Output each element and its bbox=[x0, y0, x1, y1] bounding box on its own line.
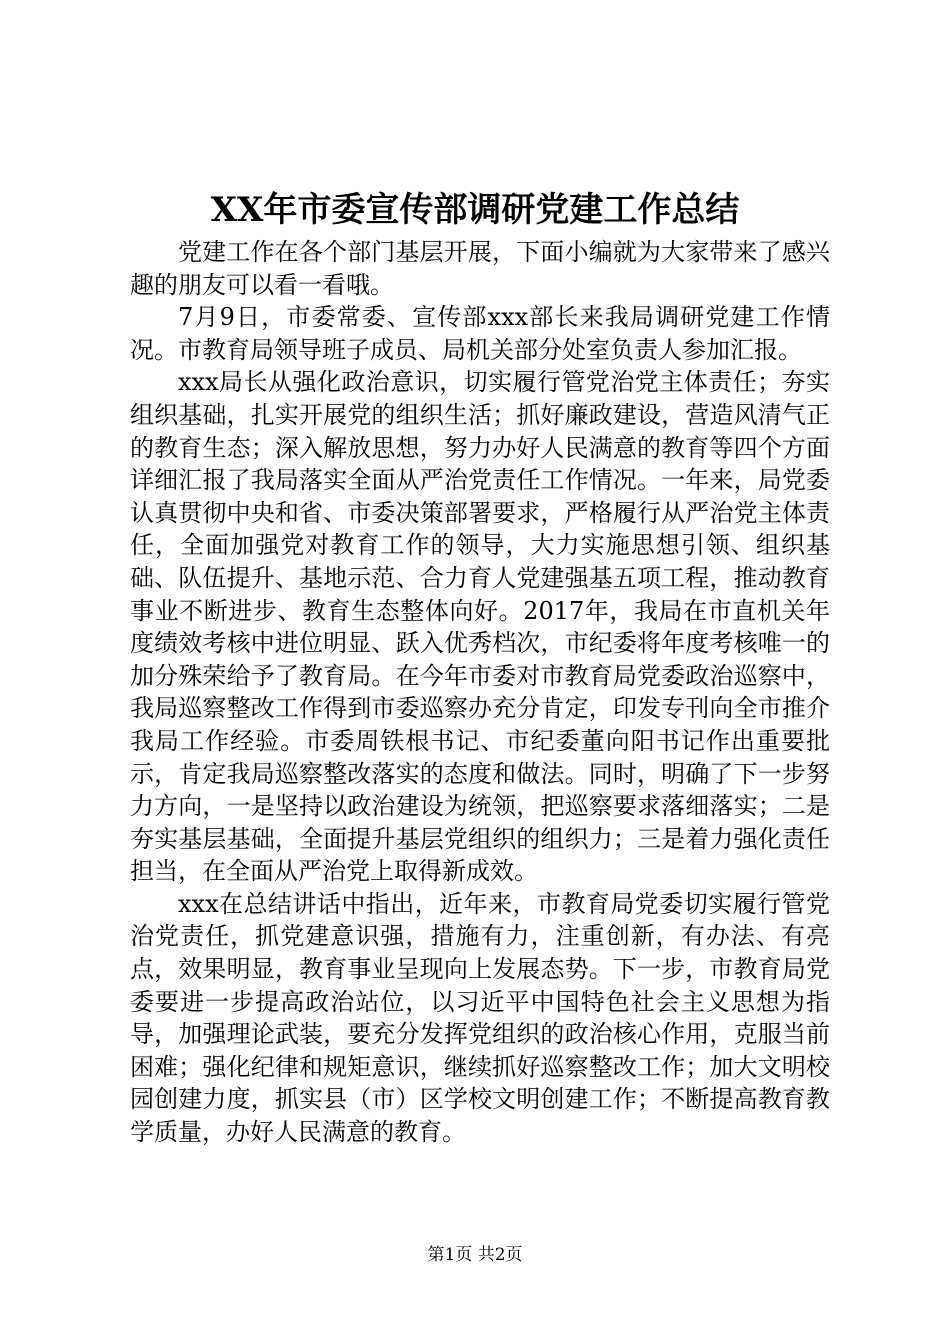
paragraph-intro: 党建工作在各个部门基层开展，下面小编就为大家带来了感兴趣的朋友可以看一看哦。 bbox=[130, 238, 830, 299]
paragraph-report: xxx局长从强化政治意识，切实履行管党治党主体责任；夯实组织基础，扎实开展党的组织生活；抓好廉政建设，营造风清气正的教育生态；深入解放思想，努力办好人民满意的教育等四个方面详细汇报了我局落实全面从严治党责任工作情况。一年来，局党委认真贯彻中央和省、市委决策部署要求，严格履行从严治党主体责任，全面加强党对教育工作的领导，大力实施思想引领、组织基础、队伍提升、基地示范、合力育人党建强基五项工程，推动教育事业不断进步、教育生态整体向好。2017年，我局在市直机关年度绩效考核中进位明显、跃入优秀档次，市纪委将年度考核唯一的加分殊荣给予了教育局。在今年市委对市教育局党委政治巡察中，我局巡察整改工作得到市委巡察办充分肯定，印发专刊向全市推介我局工作经验。市委周铁根书记、市纪委董向阳书记作出重要批示，肯定我局巡察整改落实的态度和做法。同时，明确了下一步努力方向，一是坚持以政治建设为统领，把巡察要求落细落实；二是夯实基层基础，全面提升基层党组织的组织力；三是着力强化责任担当，在全面从严治党上取得新成效。 bbox=[130, 368, 830, 886]
page-title: XX年市委宣传部调研党建工作总结 bbox=[210, 190, 740, 230]
paragraph-summary: xxx在总结讲话中指出，近年来，市教育局党委切实履行管党治党责任，抓党建意识强，措施有力，注重创新，有办法、有亮点，效果明显，教育事业呈现向上发展态势。下一步，市教育局党委要进一步提高政治站位，以习近平中国特色社会主义思想为指导，加强理论武装，要充分发挥党组织的政治核心作用，克服当前困难；强化纪律和规矩意识，继续抓好巡察整改工作；加大文明校园创建力度，抓实县（市）区学校文明创建工作；不断提高教育教学质量，办好人民满意的教育。 bbox=[130, 889, 830, 1147]
page-footer: 第1页 共2页 bbox=[427, 1245, 523, 1265]
paragraph-visit: 7月9日，市委常委、宣传部xxx部长来我局调研党建工作情况。市教育局领导班子成员、局机关部分处室负责人参加汇报。 bbox=[130, 303, 830, 364]
document-body bbox=[130, 236, 830, 1149]
